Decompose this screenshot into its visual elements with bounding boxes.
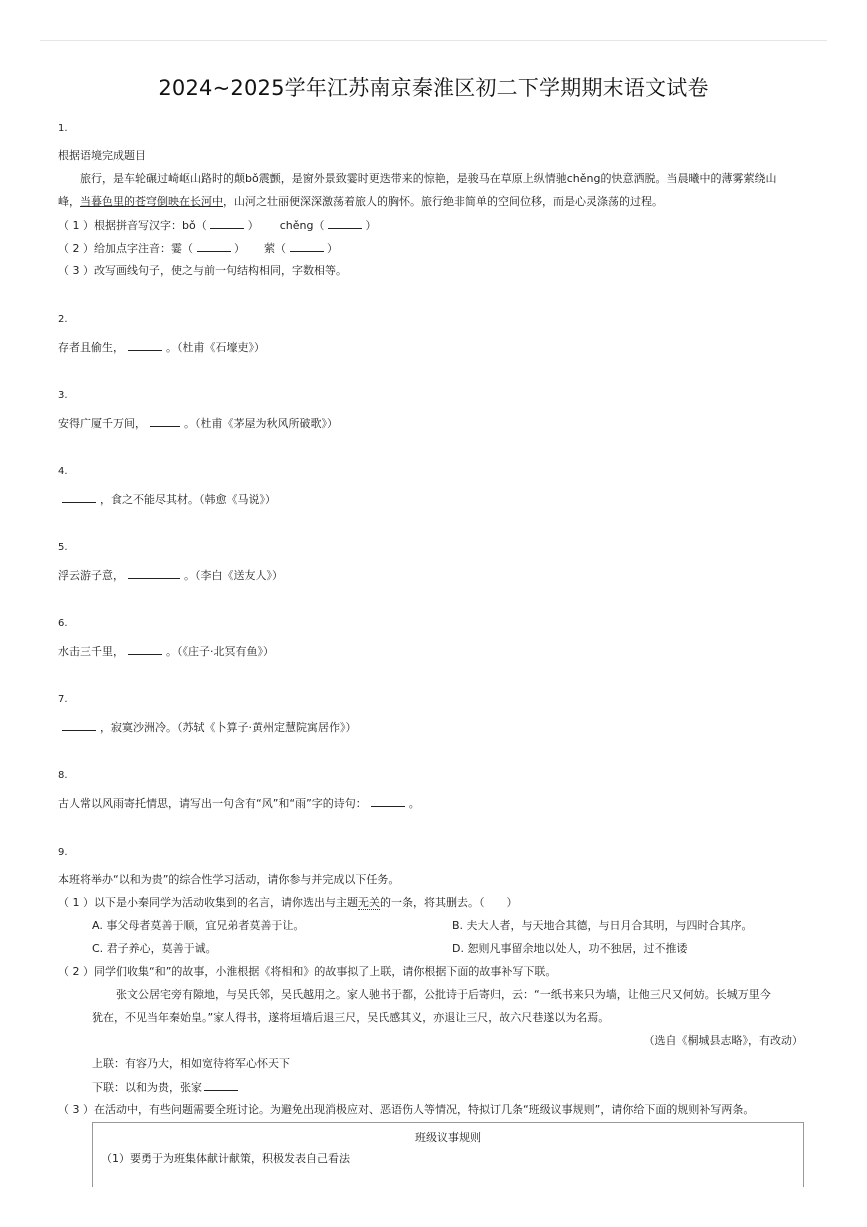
q3-source: 。（杜甫《茅屋为秋风所破歌》） xyxy=(184,417,338,430)
q1-sub2-close2: ） xyxy=(327,242,338,255)
q4-line xyxy=(58,492,276,507)
q1-sub2-blank-ying[interactable] xyxy=(290,241,324,252)
q9-option-c[interactable]: C. 君子养心，莫善于诚。 xyxy=(92,942,217,955)
q5-line xyxy=(58,568,283,583)
q1-sub2 xyxy=(58,241,338,256)
q4-blank[interactable] xyxy=(62,492,96,503)
q9-option-d[interactable]: D. 恕则凡事留余地以处人，功不独居，过不推诿 xyxy=(452,942,688,955)
q5-number: 5. xyxy=(58,542,68,553)
q3-line xyxy=(58,416,338,431)
q6-line xyxy=(58,644,274,659)
q9-story-line1: 张文公居宅旁有隙地，与吴氏邻，吴氏越用之。家人驰书于都，公批诗于后寄归，云：“一纸书来只为墙，让他三尺又何妨。长城万里今 xyxy=(116,988,771,1001)
q2-line xyxy=(58,340,265,355)
rules-table-title: 班级议事规则 xyxy=(415,1131,481,1144)
q1-sub1-close: ） xyxy=(247,219,259,232)
q4-source: ，食之不能尽其材。（韩愈《马说》） xyxy=(100,493,276,506)
q9-number: 9. xyxy=(58,847,68,858)
q1-sub2-prompt: （ 2 ）给加点字注音：霎（ xyxy=(58,242,193,255)
q1-sub2-prompt2: 萦（ xyxy=(264,242,286,255)
q7-line xyxy=(58,720,357,735)
q9-upper-couplet: 上联：有容乃大，相如宽待将军心怀天下 xyxy=(92,1057,290,1070)
q8-end: 。 xyxy=(408,797,420,810)
q9-sub1 xyxy=(58,896,518,910)
q2-source: 。（杜甫《石壕吏》） xyxy=(166,341,265,354)
q8-line xyxy=(58,796,420,811)
q5-blank[interactable] xyxy=(128,568,180,579)
q1-passage-text: 峰， xyxy=(58,195,80,208)
header-rule xyxy=(40,40,827,41)
q2-blank[interactable] xyxy=(128,340,162,351)
q1-sub1-prompt: （ 1 ）根据拼音写汉字：bǒ（ xyxy=(58,219,207,232)
q9-sub1-prompt-end: 的一条，将其删去。（ ） xyxy=(380,896,518,909)
q8-prompt: 古人常以风雨寄托情思，请写出一句含有“风”和“雨”字的诗句： xyxy=(58,797,367,810)
q5-source: 。（李白《送友人》） xyxy=(184,569,283,582)
q7-blank[interactable] xyxy=(62,720,96,731)
q7-source: ，寂寞沙洲冷。（苏轼《卜算子·黄州定慧院寓居作》） xyxy=(100,721,357,734)
q9-lower-couplet-text: 下联：以和为贵，张家 xyxy=(92,1081,202,1094)
q1-sub1-prompt2: chěng（ xyxy=(279,219,325,232)
q9-sub2: （ 2 ）同学们收集“和”的故事，小淮根据《将相和》的故事拟了上联，请你根据下面的故事补写下联。 xyxy=(58,965,557,978)
q1-passage-text-end: ，山河之壮丽便深深激荡着旅人的胸怀。旅行绝非简单的空间位移，而是心灵涤荡的过程。 xyxy=(223,195,663,208)
q8-blank[interactable] xyxy=(371,796,405,807)
exam-title: 2024~2025学年江苏南京秦淮区初二下学期期末语文试卷 xyxy=(158,76,709,100)
q6-blank[interactable] xyxy=(128,644,162,655)
q2-prompt: 存者且偷生， xyxy=(58,341,124,354)
q8-number: 8. xyxy=(58,770,68,781)
q9-option-a[interactable]: A. 事父母者莫善于顺，宜兄弟者莫善于让。 xyxy=(92,919,305,932)
q9-intro: 本班将举办“以和为贵”的综合性学习活动，请你参与并完成以下任务。 xyxy=(58,873,400,886)
q9-sub3: （ 3 ）在活动中，有些问题需要全班讨论。为避免出现消极应对、恶语伤人等情况，特拟订几条“班级议事规则”，请你给下面的规则补写两条。 xyxy=(58,1103,755,1116)
q6-source: 。（《庄子·北冥有鱼》） xyxy=(166,645,274,658)
q4-number: 4. xyxy=(58,466,68,477)
q1-underlined-sentence: 当暮色里的苍穹倒映在长河中 xyxy=(80,195,223,208)
q3-number: 3. xyxy=(58,390,68,401)
q2-number: 2. xyxy=(58,314,68,325)
q6-number: 6. xyxy=(58,618,68,629)
q5-prompt: 浮云游子意， xyxy=(58,569,124,582)
rules-table xyxy=(92,1122,804,1187)
q9-option-b[interactable]: B. 夫大人者，与天地合其德，与日月合其明，与四时合其序。 xyxy=(452,919,753,932)
q9-lower-couplet-blank[interactable] xyxy=(204,1080,238,1091)
q1-sub1 xyxy=(58,218,376,233)
q6-prompt: 水击三千里， xyxy=(58,645,124,658)
q9-story-source: （选自《桐城县志略》，有改动） xyxy=(643,1034,803,1047)
q9-sub1-prompt: （ 1 ）以下是小秦同学为活动收集到的名言，请你选出与主题 xyxy=(58,896,358,909)
q9-sub1-dotted-word: 无关 xyxy=(358,896,380,909)
q1-passage-line2 xyxy=(58,195,663,209)
q1-number: 1. xyxy=(58,123,68,134)
q1-sub2-blank-sha[interactable] xyxy=(197,241,231,252)
q3-blank[interactable] xyxy=(150,416,180,427)
q1-sub1-blank-cheng[interactable] xyxy=(328,218,362,229)
q1-sub2-close: ） xyxy=(234,242,245,255)
q9-story-line2: 犹在，不见当年秦始皇。”家人得书，遂将垣墙后退三尺，吴氏感其义，亦退让三尺，故六尺巷遂以为名焉。 xyxy=(92,1011,610,1024)
q1-sub3: （ 3 ）改写画线句子，使之与前一句结构相同，字数相等。 xyxy=(58,264,347,277)
q7-number: 7. xyxy=(58,694,68,705)
q1-intro: 根据语境完成题目 xyxy=(58,149,146,162)
q1-passage-line1: 旅行，是车轮碾过崎岖山路时的颠bǒ震颤，是窗外景致霎时更迭带来的惊艳，是骏马在草原上纵情驰chěng的快意洒脱。当晨曦中的薄雾萦绕山 xyxy=(80,172,777,185)
q9-lower-couplet xyxy=(92,1080,238,1095)
q1-sub1-blank-bo[interactable] xyxy=(210,218,244,229)
rules-item-1: （1）要勇于为班集体献计献策，积极发表自己看法 xyxy=(101,1152,350,1165)
q3-prompt: 安得广厦千万间， xyxy=(58,417,146,430)
q1-sub1-close2: ） xyxy=(365,219,377,232)
